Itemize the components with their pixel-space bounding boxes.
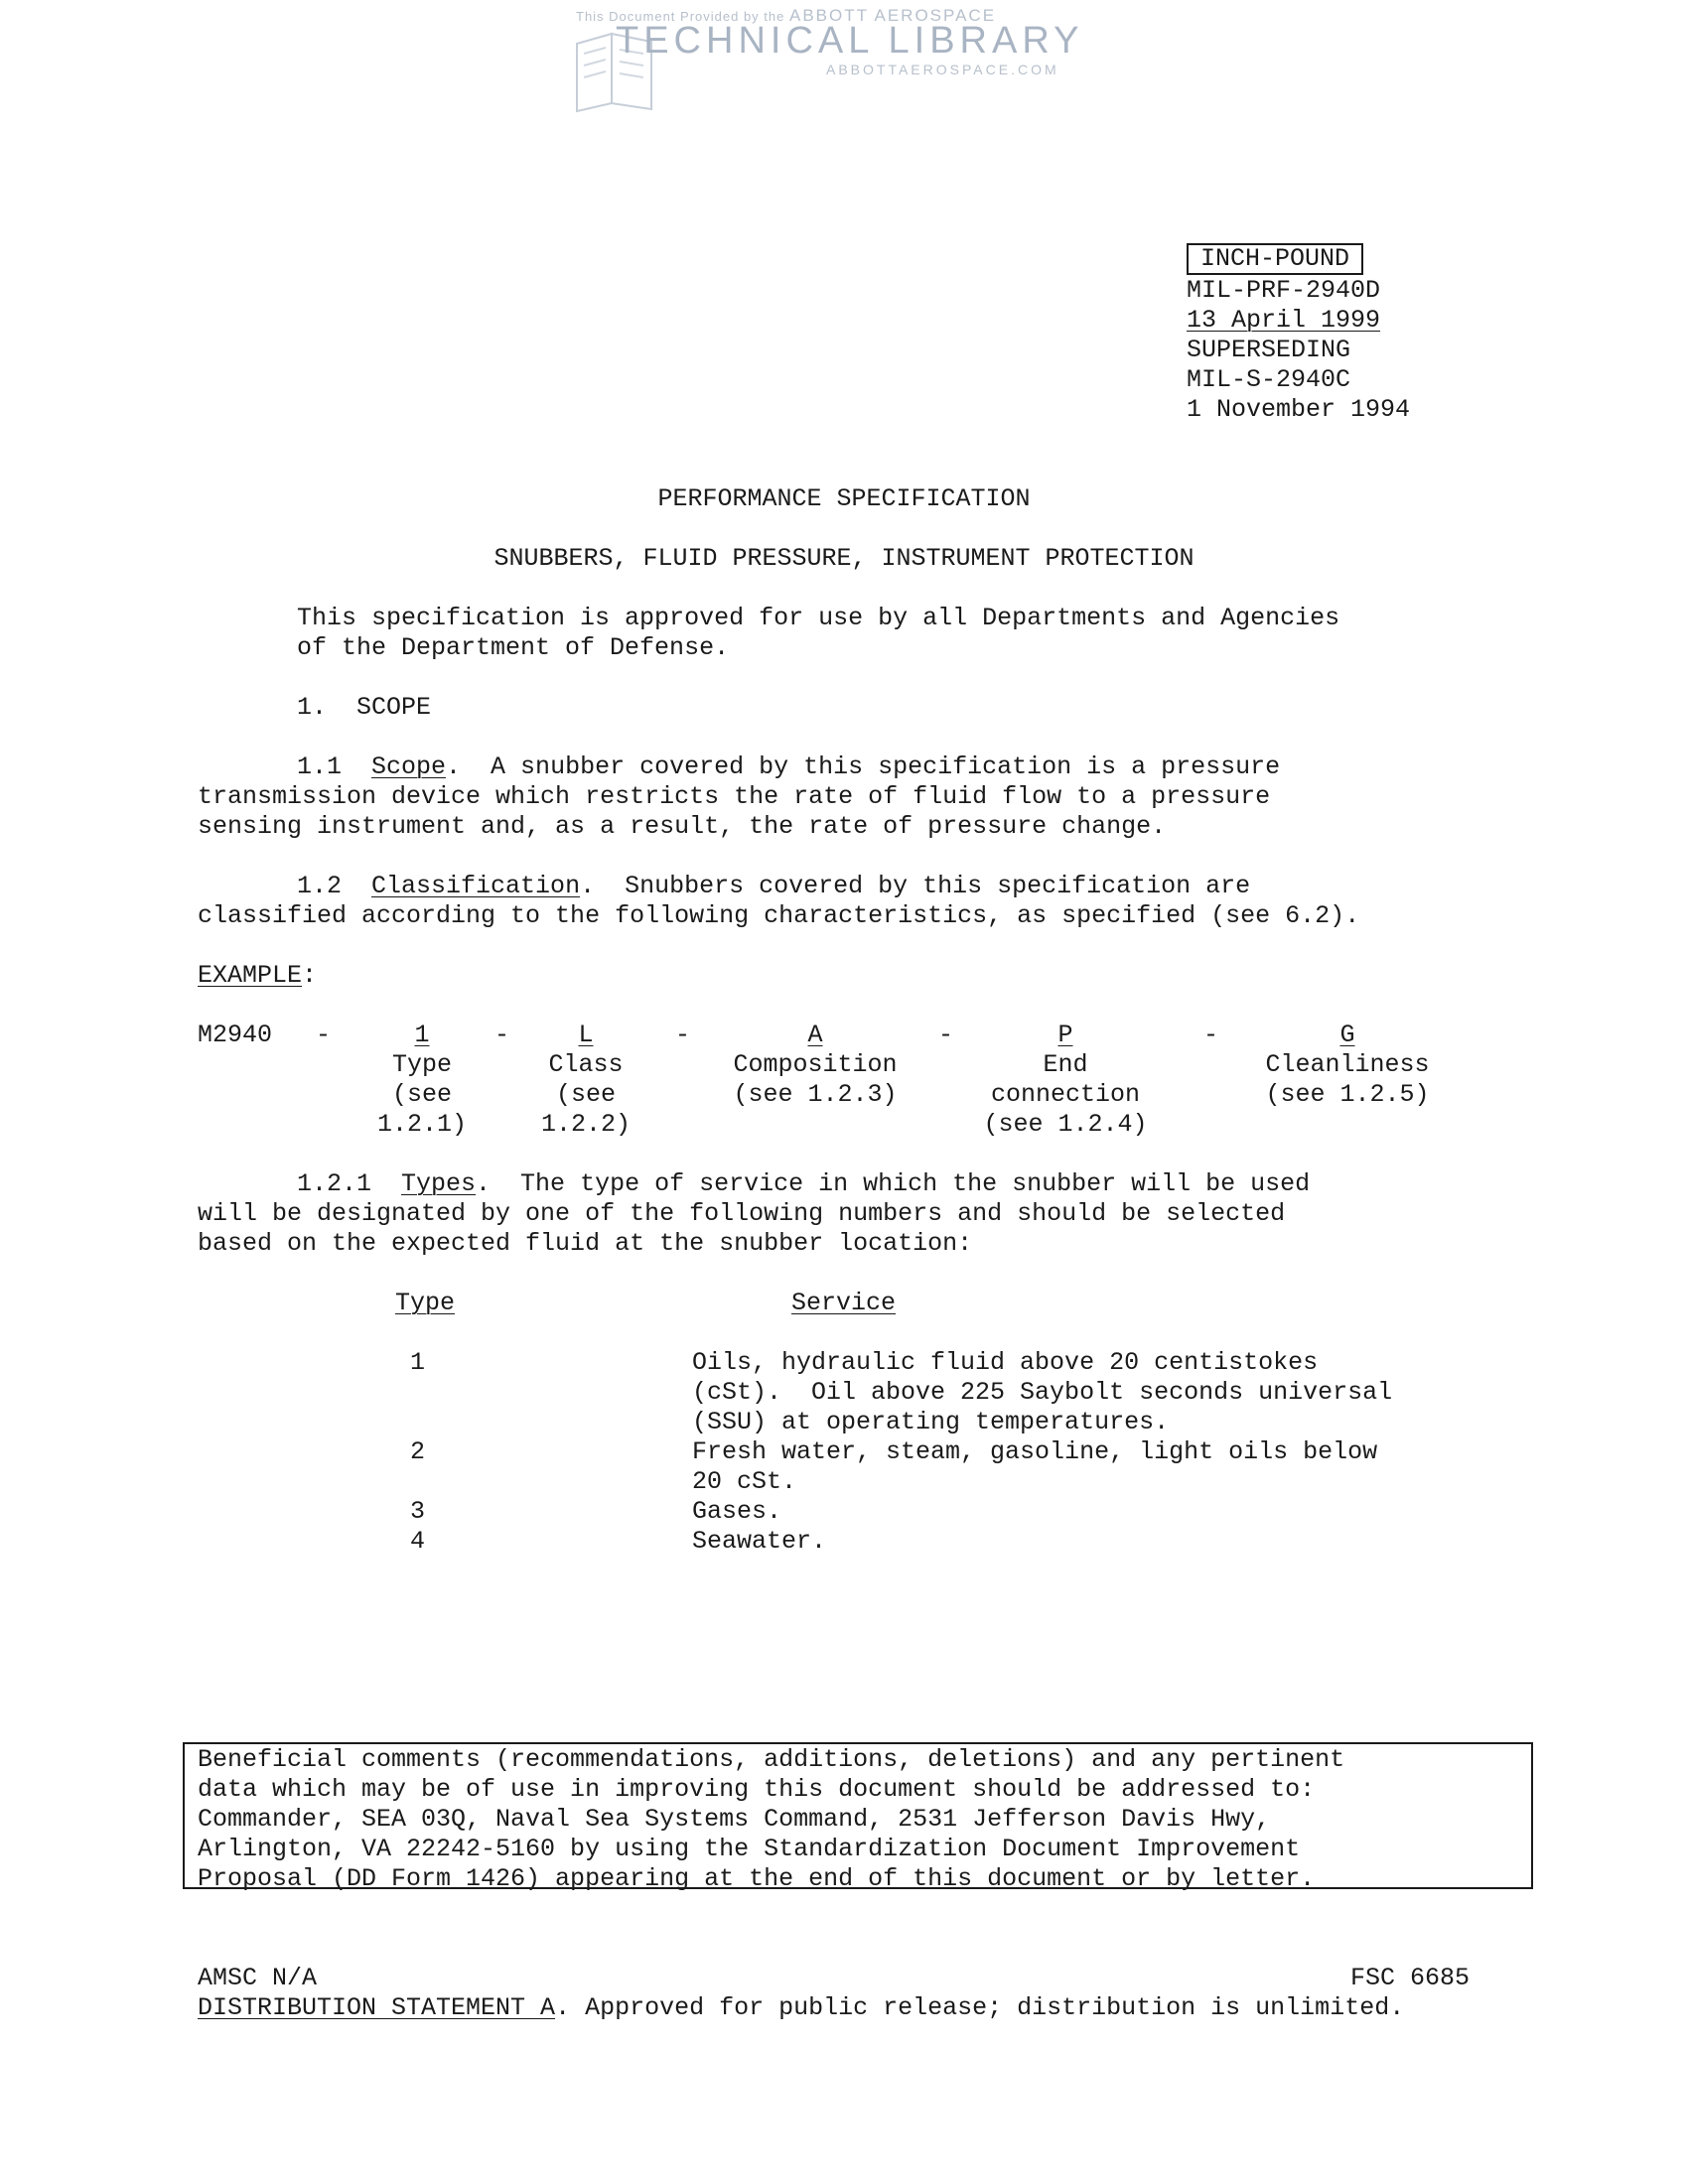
example-label-line: (see 1.2.5): [1265, 1080, 1430, 1109]
para-number: 1.2.1: [297, 1169, 372, 1198]
distribution-statement: [198, 1993, 1404, 2023]
amsc-label: AMSC N/A: [198, 1964, 318, 1992]
example-label-text: EXAMPLE: [198, 961, 303, 990]
para-1-2-1-line-3: based on the expected fluid at the snubber location:: [198, 1229, 973, 1258]
example-code-underline: [1303, 1021, 1392, 1050]
para-number: 1.2: [297, 872, 343, 900]
types-row-service-line: (cSt). Oil above 225 Saybolt seconds universal: [692, 1378, 1393, 1407]
example-code: L: [578, 1021, 594, 1049]
example-code-underline: [377, 1021, 467, 1050]
para-text: . A snubber covered by this specification is a pressure: [446, 752, 1281, 781]
types-row-service-line: (SSU) at operating temperatures.: [692, 1408, 1170, 1436]
example-label-line: 1.2.2): [540, 1110, 631, 1139]
example-label-line: (see: [555, 1080, 616, 1109]
para-1-2: [297, 872, 1250, 901]
example-label-line: (see: [391, 1080, 452, 1109]
example-label-line: (see 1.2.4): [983, 1110, 1148, 1139]
example-dash: -: [316, 1021, 332, 1049]
comments-line: data which may be of use in improving this document should be addressed to:: [198, 1775, 1316, 1804]
para-text: . The type of service in which the snubber will be used: [476, 1169, 1311, 1198]
fsc-label: FSC 6685: [1350, 1964, 1471, 1992]
distribution-label: DISTRIBUTION STATEMENT A: [198, 1993, 556, 2022]
watermark-title: TECHNICAL LIBRARY: [616, 20, 1084, 62]
example-label-line: End: [1043, 1050, 1088, 1079]
types-row-service-line: Gases.: [692, 1497, 782, 1526]
comments-line: Beneficial comments (recommendations, additions, deletions) and any pertinent: [198, 1745, 1345, 1774]
example-dash: -: [1203, 1021, 1219, 1049]
example-dash: -: [675, 1021, 691, 1049]
units-box: INCH-POUND: [1187, 243, 1363, 275]
example-code-underline: [771, 1021, 860, 1050]
watermark-provided-by: This Document Provided by the: [576, 9, 785, 24]
types-table-header-service: Service: [791, 1289, 897, 1317]
superseding-label: SUPERSEDING: [1187, 336, 1351, 364]
section-1-heading: 1. SCOPE: [297, 693, 432, 722]
para-1-2-1: [297, 1169, 1310, 1199]
watermark-brand: ABBOTT AEROSPACE: [789, 6, 997, 25]
example-label-line: Class: [548, 1050, 624, 1079]
example-label-line: (see 1.2.3): [733, 1080, 898, 1109]
example-code: G: [1339, 1021, 1355, 1049]
doc-number: MIL-PRF-2940D: [1187, 276, 1381, 305]
example-code-underline: [1021, 1021, 1110, 1050]
example-label-line: 1.2.1): [376, 1110, 467, 1139]
para-number: 1.1: [297, 752, 343, 781]
para-1-1: [297, 752, 1280, 782]
para-text: . Snubbers covered by this specification are: [580, 872, 1251, 900]
para-title: Types: [401, 1169, 477, 1198]
example-label-line: Cleanliness: [1265, 1050, 1430, 1079]
example-dash: -: [494, 1021, 510, 1049]
types-row-type: 1: [410, 1348, 426, 1377]
para-title: Classification: [371, 872, 581, 900]
types-row-type: 3: [410, 1497, 426, 1526]
para-1-2-line-2: classified according to the following characteristics, as specified (see 6.2).: [198, 901, 1360, 930]
example-code: 1: [414, 1021, 430, 1049]
para-1-1-line-3: sensing instrument and, as a result, the rate of pressure change.: [198, 812, 1167, 841]
types-row-service-line: Fresh water, steam, gasoline, light oils below: [692, 1437, 1378, 1466]
example-label: [198, 961, 317, 991]
para-title: Scope: [371, 752, 447, 781]
comments-line: Arlington, VA 22242-5160 by using the Standardization Document Improvement: [198, 1835, 1301, 1863]
spec-subject-title: SNUBBERS, FLUID PRESSURE, INSTRUMENT PROTECTION: [493, 544, 1195, 573]
approval-line-2: of the Department of Defense.: [297, 633, 730, 662]
approval-line-1: This specification is approved for use by all Departments and Agencies: [297, 604, 1340, 632]
watermark-logo: [556, 4, 1112, 113]
types-row-service-line: 20 cSt.: [692, 1467, 797, 1496]
doc-date: 13 April 1999: [1187, 306, 1381, 335]
example-label-line: Type: [391, 1050, 452, 1079]
example-prefix: M2940: [198, 1021, 273, 1049]
example-code-underline: [541, 1021, 631, 1050]
comments-line: Proposal (DD Form 1426) appearing at the end of this document or by letter.: [198, 1864, 1316, 1893]
types-row-type: 2: [410, 1437, 426, 1466]
types-row-type: 4: [410, 1527, 426, 1556]
watermark-url: ABBOTTAEROSPACE.COM: [826, 62, 1059, 77]
types-table-header-type: Type: [395, 1289, 456, 1317]
example-code: P: [1057, 1021, 1073, 1049]
spec-type-title: PERFORMANCE SPECIFICATION: [657, 484, 1031, 513]
types-row-service-line: Seawater.: [692, 1527, 827, 1556]
types-row-service-line: Oils, hydraulic fluid above 20 centistokes: [692, 1348, 1319, 1377]
superseded-date: 1 November 1994: [1187, 395, 1411, 424]
para-1-1-line-2: transmission device which restricts the rate of fluid flow to a pressure: [198, 782, 1271, 811]
distribution-text: . Approved for public release; distribution is unlimited.: [555, 1993, 1405, 2022]
example-code: A: [807, 1021, 823, 1049]
example-label-line: Composition: [733, 1050, 898, 1079]
superseded-number: MIL-S-2940C: [1187, 365, 1351, 394]
comments-line: Commander, SEA 03Q, Naval Sea Systems Command, 2531 Jefferson Davis Hwy,: [198, 1805, 1271, 1834]
example-label-line: connection: [990, 1080, 1141, 1109]
example-dash: -: [938, 1021, 954, 1049]
para-1-2-1-line-2: will be designated by one of the following numbers and should be selected: [198, 1199, 1286, 1228]
example-label-colon: :: [302, 961, 318, 990]
